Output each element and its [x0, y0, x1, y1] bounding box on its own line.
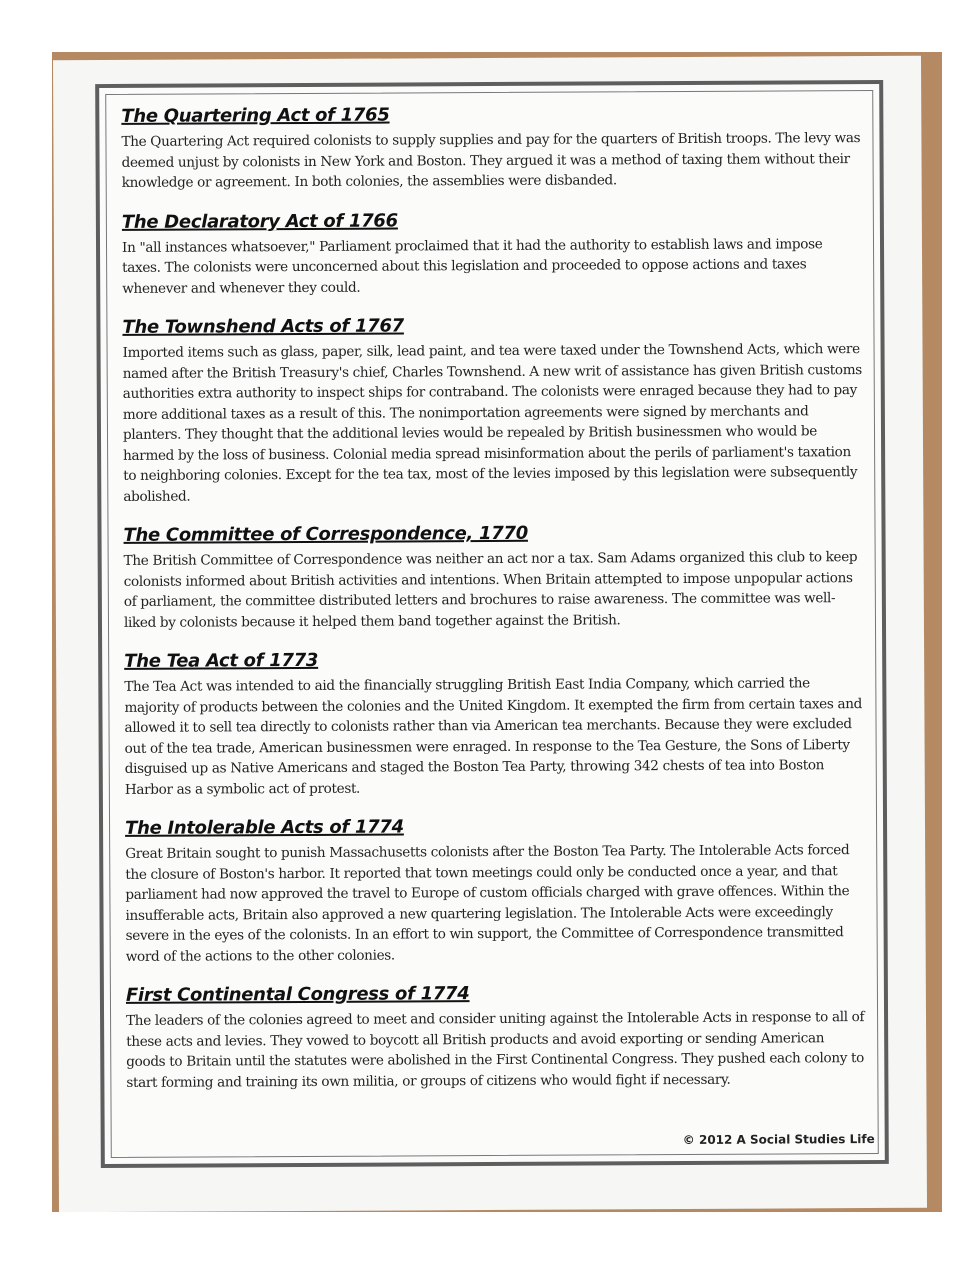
section-heading: The Declaratory Act of 1766 [121, 209, 398, 233]
section-heading: The Townshend Acts of 1767 [122, 315, 404, 338]
document-content [121, 102, 866, 1111]
section-body: In "all instances whatsoever," Parliament proclaimed that it had the authority to establish laws and impose taxes. The colonists were unconcerned about this legislation and proceeded to oppose actions and taxes whenever and whenever they could. [121, 235, 823, 297]
section-quartering-act [121, 102, 861, 193]
section-townshend-acts [122, 313, 863, 507]
section-body: The Quartering Act required colonists to supply supplies and pay for the quarters of British troops. The levy was deemed unjust by colonists in New York and Boston. They argued it was a method of taxing them without their knowledge or agreement. In both colonies, the assemblies were disbanded. [121, 130, 861, 191]
section-heading: The Quartering Act of 1765 [121, 104, 390, 127]
document-frame [95, 80, 889, 1168]
section-body: Great Britain sought to punish Massachusetts colonists after the Boston Tea Party. The Intolerable Acts forced the closure of Boston's harbor. It reported that town meetings could only be conducted once a year, and that parliament had now approved the travel to Europe of custom officials charged with grave offences. Within the insufferable acts, Britain also approved a new quartering legislation. The Intolerable Acts were exceedingly severe in the eyes of the colonists. In an effort to win support, the Committee of Correspondence transmitted word of the actions to the other colonies. [125, 842, 850, 965]
section-intolerable-acts [125, 814, 866, 967]
section-body: Imported items such as glass, paper, silk, lead paint, and tea were taxed under the Townshend Acts, which were named after the British Treasury's chief, Charles Townshend. A new writ of assistance has given British customs authorities extra authority to inspect ships for contraband. The colonists were enraged because they had to pay more additional taxes as a result of this. The nonimportation agreements were signed by merchants and planters. They thought that the additional levies would be repealed by British businessmen who would be harmed by the loss of business. Colonial media spread misinformation about the perils of parliament's taxation to neighboring colonies. Except for the tea tax, most of the levies imposed by this legislation were subsequently abolished. [122, 341, 862, 505]
section-body: The Tea Act was intended to aid the financially struggling British East India Company, which carried the majority of products between the colonies and the United Kingdom. It exempted the firm from certain taxes and allowed it to sell tea directly to colonists rather than via American tea merchants. Because they were excluded out of the tea trade, American businessmen were enraged. In response to the Tea Gesture, the Sons of Liberty disguised up as Native Americans and staged the Boston Tea Party, throwing 342 chests of tea into Boston Harbor as a symbolic act of protest. [124, 675, 862, 798]
copyright-notice: © 2012 A Social Studies Life [682, 1132, 875, 1148]
section-heading: First Continental Congress of 1774 [125, 983, 470, 1006]
section-tea-act [124, 647, 865, 800]
section-declaratory-act [122, 208, 862, 299]
section-body: The British Committee of Correspondence was neither an act nor a tax. Sam Adams organized this club to keep colonists informed about British activities and intentions. When Britain attempted to impose unpopular actions of parliament, the committee distributed letters and brochures to raise awareness. The committee was well-liked by colonists because it helped them band together against the British. [123, 549, 858, 631]
section-heading: The Committee of Correspondence, 1770 [123, 522, 528, 546]
section-heading: The Intolerable Acts of 1774 [125, 816, 404, 839]
section-heading: The Tea Act of 1773 [124, 649, 319, 672]
section-body: The leaders of the colonies agreed to meet and consider uniting against the Intolerable Acts in response to all of these acts and levies. They vowed to boycott all British products and avoid exporting or sending American goods to Britain until the statutes were abolished in the First Continental Congress. They pushed each colony to start forming and training its own militia, or groups of citizens who would fight if necessary. [126, 1009, 865, 1091]
section-committee-of-correspondence [123, 521, 864, 633]
section-first-continental-congress [126, 981, 867, 1093]
